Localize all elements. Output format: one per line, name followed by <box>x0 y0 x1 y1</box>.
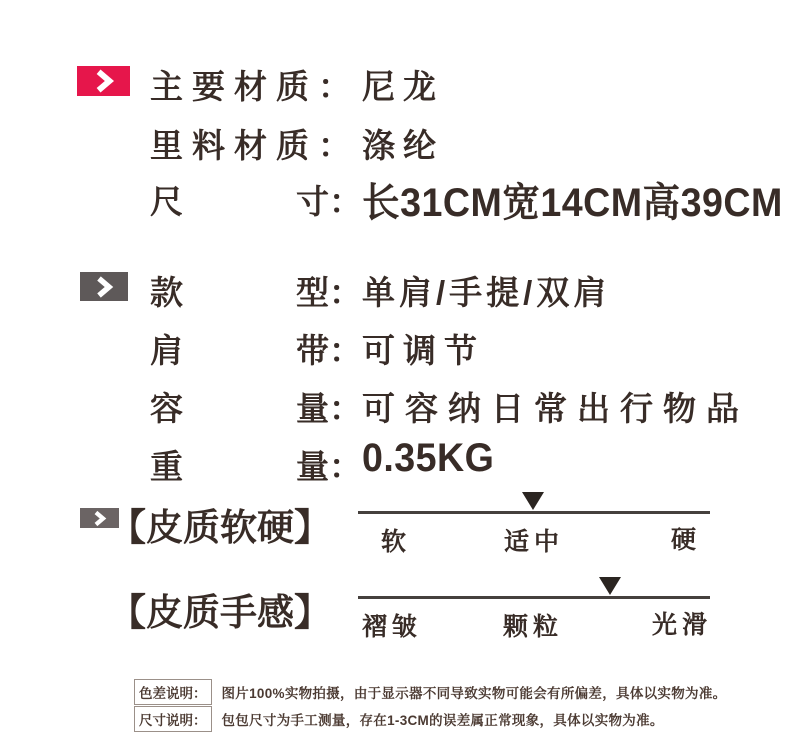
spec-label: 里料材质： <box>150 127 360 164</box>
texture-label-smooth: 光滑 <box>652 611 713 639</box>
color-disclaimer-note <box>134 679 726 705</box>
softness-label-hard: 硬 <box>671 526 702 554</box>
spec-label <box>150 325 362 372</box>
spec-label-part: 量： <box>296 448 362 485</box>
spec-row-strap <box>150 325 485 372</box>
note-label-badge: 尺寸说明： <box>134 706 212 732</box>
softness-scale-line <box>358 511 710 514</box>
scale-title-texture: 【皮质手感】 <box>109 592 331 633</box>
softness-label-medium: 适中 <box>504 528 565 556</box>
note-text: 图片100%实物拍摄，由于显示器不同导致实物可能会有所偏差，具体以实物为准。 <box>221 686 727 701</box>
spec-label <box>150 267 362 314</box>
spec-row-capacity <box>150 383 749 430</box>
chevron-right-icon <box>90 510 109 527</box>
spec-value: 尼龙 <box>362 68 444 105</box>
spec-value: 0.35KG <box>362 436 495 480</box>
size-disclaimer-note <box>134 706 664 732</box>
spec-value: 单肩/手提/双肩 <box>362 274 611 311</box>
section-marker-materials <box>77 66 130 96</box>
spec-row-main-material <box>150 61 444 108</box>
spec-row-lining-material <box>150 120 444 167</box>
note-text: 包包尺寸为手工测量，存在1-3CM的误差属正常现象，具体以实物为准。 <box>221 713 664 728</box>
spec-label-part: 带： <box>296 332 362 369</box>
softness-marker-triangle-icon <box>522 492 544 510</box>
spec-value: 可调节 <box>362 332 485 369</box>
spec-row-size <box>150 176 800 228</box>
chevron-right-icon <box>91 275 117 299</box>
texture-scale-line <box>358 596 710 599</box>
scale-title-softness: 【皮质软硬】 <box>109 507 331 548</box>
texture-label-grainy: 颗粒 <box>503 613 564 641</box>
spec-label <box>150 176 362 223</box>
spec-row-style <box>150 267 610 314</box>
spec-label-part: 款 <box>150 274 183 311</box>
spec-value: 长31CM宽14CM高39CM <box>362 181 783 225</box>
spec-label-part: 重 <box>150 448 183 485</box>
spec-label-part: 尺 <box>150 183 183 220</box>
spec-label-part: 肩 <box>150 332 183 369</box>
spec-row-weight <box>150 436 503 488</box>
spec-label: 主要材质： <box>150 68 360 105</box>
texture-label-wrinkled: 褶皱 <box>362 613 423 641</box>
spec-label-part: 量： <box>296 390 362 427</box>
spec-label <box>150 441 362 488</box>
spec-label-part: 寸： <box>296 183 362 220</box>
spec-value: 涤纶 <box>362 127 444 164</box>
spec-value: 可容纳日常出行物品 <box>362 390 749 427</box>
chevron-right-icon <box>90 68 118 94</box>
texture-marker-triangle-icon <box>599 577 621 595</box>
softness-label-soft: 软 <box>381 528 412 556</box>
note-label-badge: 色差说明： <box>134 679 212 705</box>
spec-label <box>150 383 362 430</box>
spec-label-part: 型： <box>296 274 362 311</box>
section-marker-style <box>80 272 128 301</box>
spec-label-part: 容 <box>150 390 183 427</box>
